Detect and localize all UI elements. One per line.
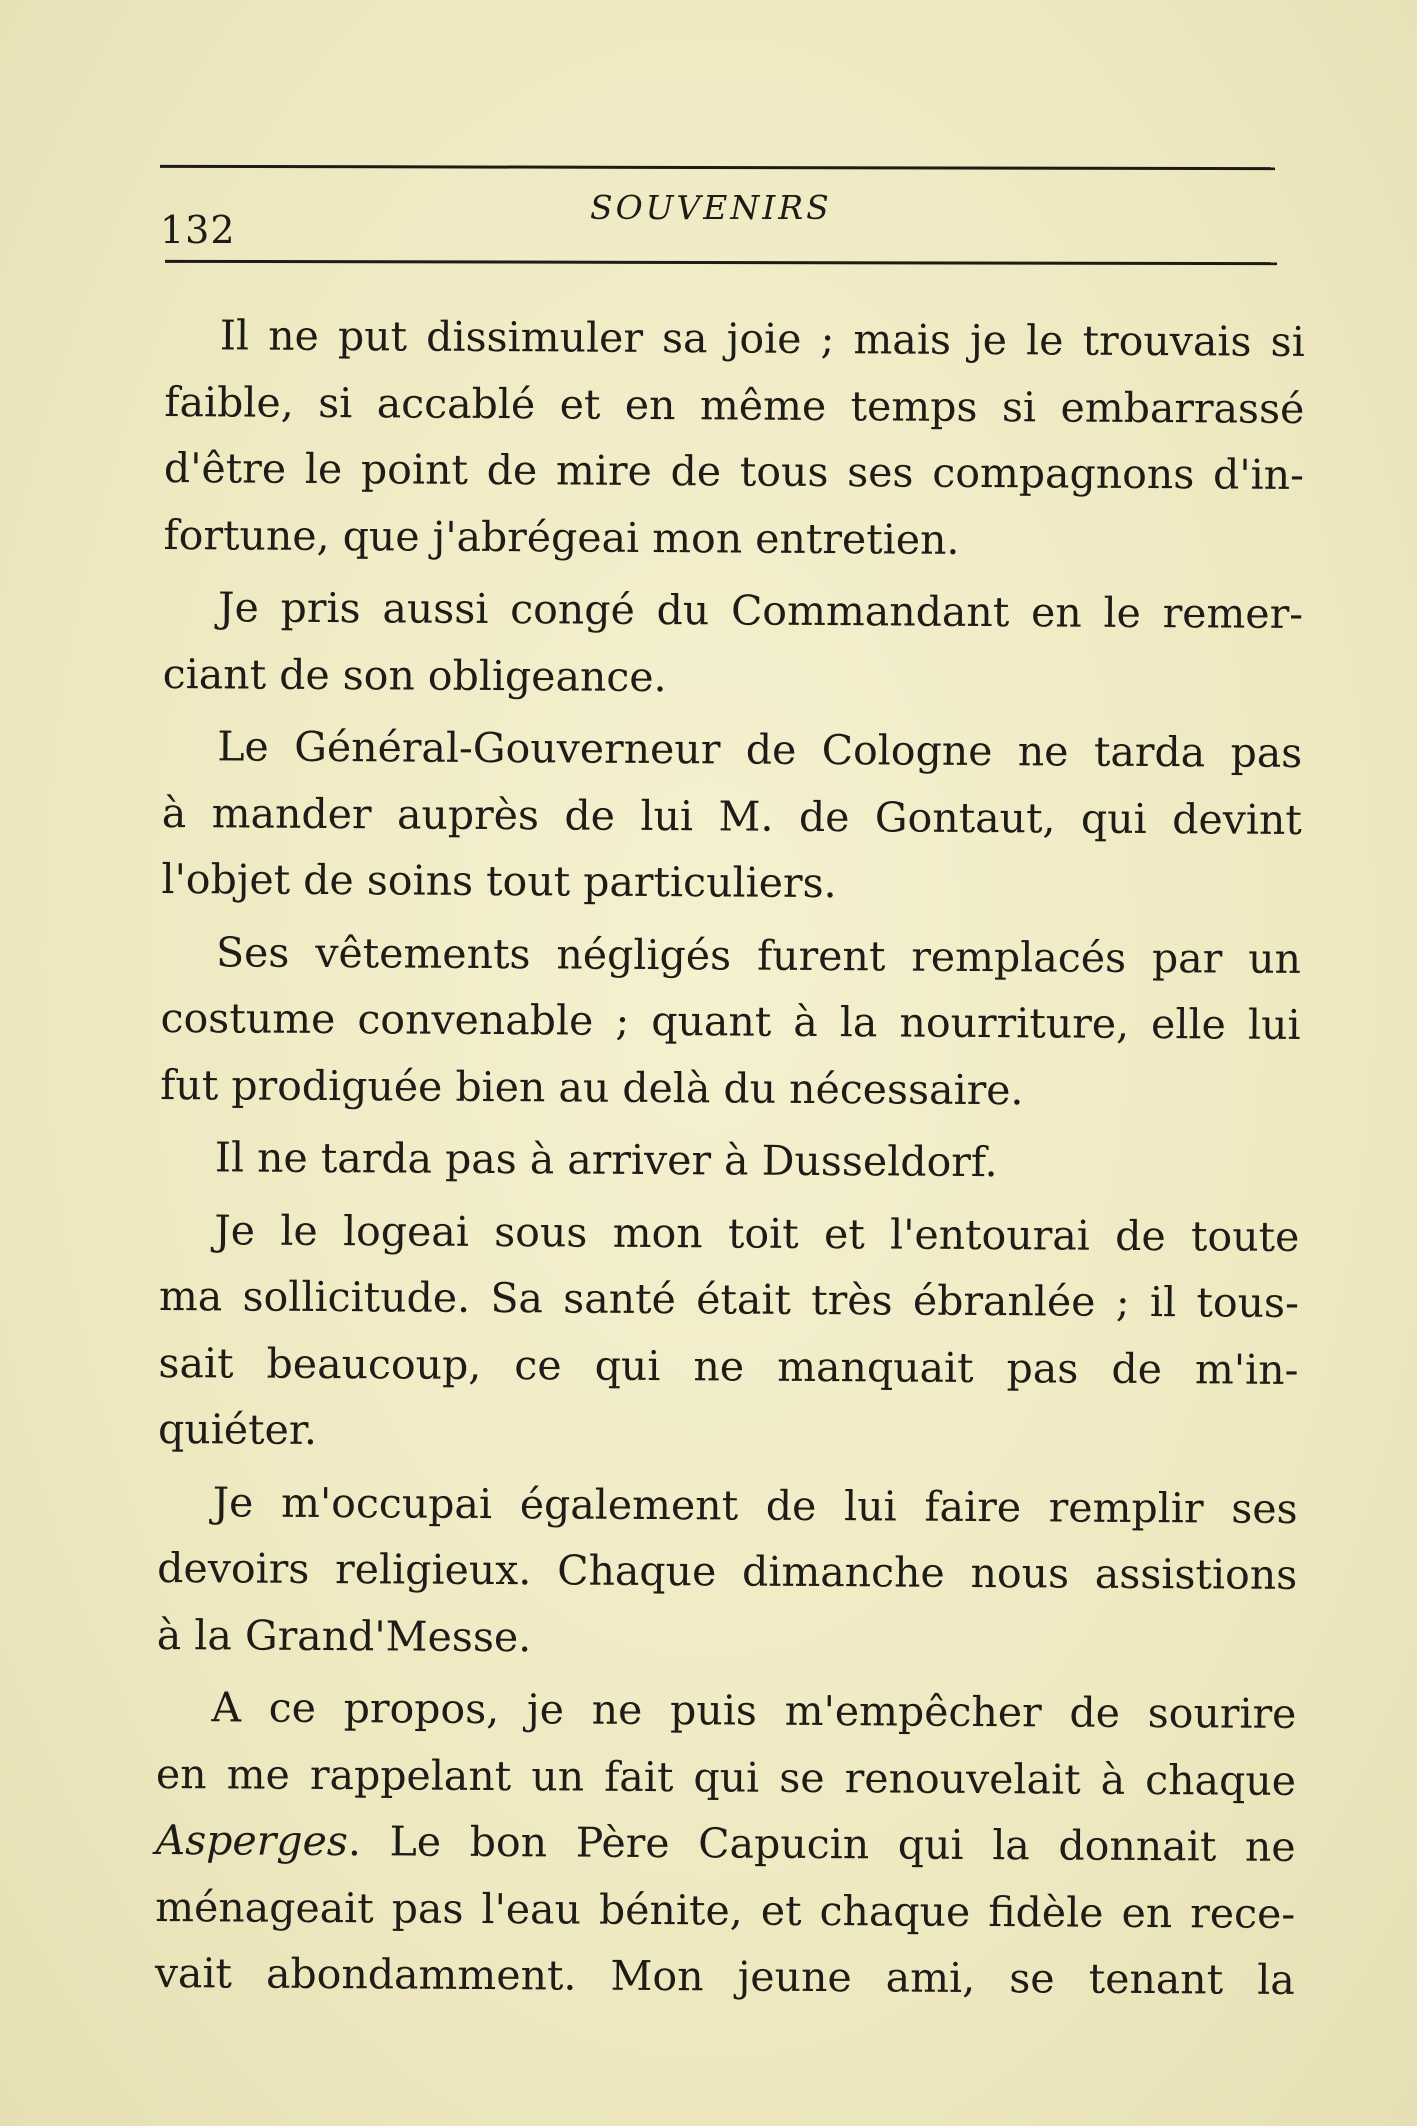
line-text: Je pris aussi congé du Commandant en le remer- <box>217 583 1304 638</box>
text-line <box>155 1940 1295 2013</box>
body-text <box>155 302 1305 2013</box>
line-text: Il ne tarda pas à arriver à Dusseldorf. <box>214 1133 998 1187</box>
page-number: 132 <box>160 208 236 252</box>
header-rule-bottom <box>165 260 1277 265</box>
text-line <box>161 918 1301 991</box>
text-line <box>162 713 1302 786</box>
line-text: Je le logeai sous mon toit et l'entourai de toute <box>214 1205 1300 1261</box>
line-text: à mander auprès de lui M. de Gontaut, qui devint <box>161 788 1303 844</box>
text-line <box>157 1468 1297 1541</box>
line-text: . Le bon Père Capucin qui la donnait ne <box>347 1817 1296 1871</box>
text-line <box>163 640 1303 713</box>
text-line <box>156 1674 1296 1747</box>
line-text: l'objet de soins tout particuliers. <box>161 854 837 908</box>
text-line <box>160 1124 1300 1197</box>
text-line <box>164 368 1304 441</box>
line-text: à la Grand'Messe. <box>156 1610 532 1661</box>
line-text: ciant de son obligeance. <box>162 649 667 701</box>
line-text: d'être le point de mire de tous ses compagnons d'in- <box>163 443 1305 499</box>
line-text: Le Général-Gouverneur de Cologne ne tarda pas <box>217 722 1303 777</box>
text-line <box>155 1873 1295 1946</box>
line-text: ménageait pas l'eau bénite, et chaque fidèle en rece- <box>155 1882 1296 1938</box>
line-text: quiéter. <box>157 1404 318 1454</box>
line-text: fut prodiguée bien au delà du nécessaire. <box>160 1060 1024 1114</box>
text-line <box>158 1396 1298 1469</box>
line-text: A ce propos, je ne puis m'empêcher de sourire <box>211 1683 1297 1738</box>
text-line <box>155 1807 1295 1880</box>
line-text: faible, si accablé et en même temps si embarrassé <box>164 377 1305 433</box>
text-line <box>163 574 1303 647</box>
line-text: sait beaucoup, ce qui ne manquait pas de m'in- <box>158 1338 1299 1394</box>
text-line <box>165 302 1305 375</box>
text-line <box>161 846 1301 919</box>
line-text: en me rappelant un fait qui se renouvelait à chaque <box>155 1749 1297 1805</box>
text-line <box>157 1535 1297 1608</box>
text-line <box>162 779 1302 852</box>
text-line <box>158 1329 1298 1402</box>
text-line <box>156 1740 1296 1813</box>
text-line <box>159 1196 1299 1269</box>
text-line <box>159 1263 1299 1336</box>
line-text: Ses vêtements négligés furent remplacés par un <box>215 927 1302 983</box>
line-text: fortune, que j'abrégeai mon entretien. <box>163 510 960 564</box>
running-title: SOUVENIRS <box>590 188 832 227</box>
line-text: ma sollicitude. Sa santé était très ébranlée ; il tous- <box>158 1271 1300 1327</box>
text-line <box>160 1051 1300 1124</box>
line-text: Il ne put dissimuler sa joie ; mais je le trouvais si <box>219 311 1305 366</box>
line-text: devoirs religieux. Chaque dimanche nous assistions <box>157 1543 1298 1599</box>
text-line <box>164 435 1304 508</box>
text-line <box>157 1601 1297 1674</box>
text-line <box>160 985 1300 1058</box>
line-text: costume convenable ; quant à la nourriture, elle lui <box>160 993 1301 1049</box>
italic-word: Asperges <box>155 1815 349 1866</box>
header-rule-top <box>160 165 1275 170</box>
text-line <box>163 501 1303 574</box>
line-text: vait abondamment. Mon jeune ami, se tenant la <box>154 1948 1295 2004</box>
line-text: Je m'occupai également de lui faire remplir ses <box>212 1477 1298 1533</box>
